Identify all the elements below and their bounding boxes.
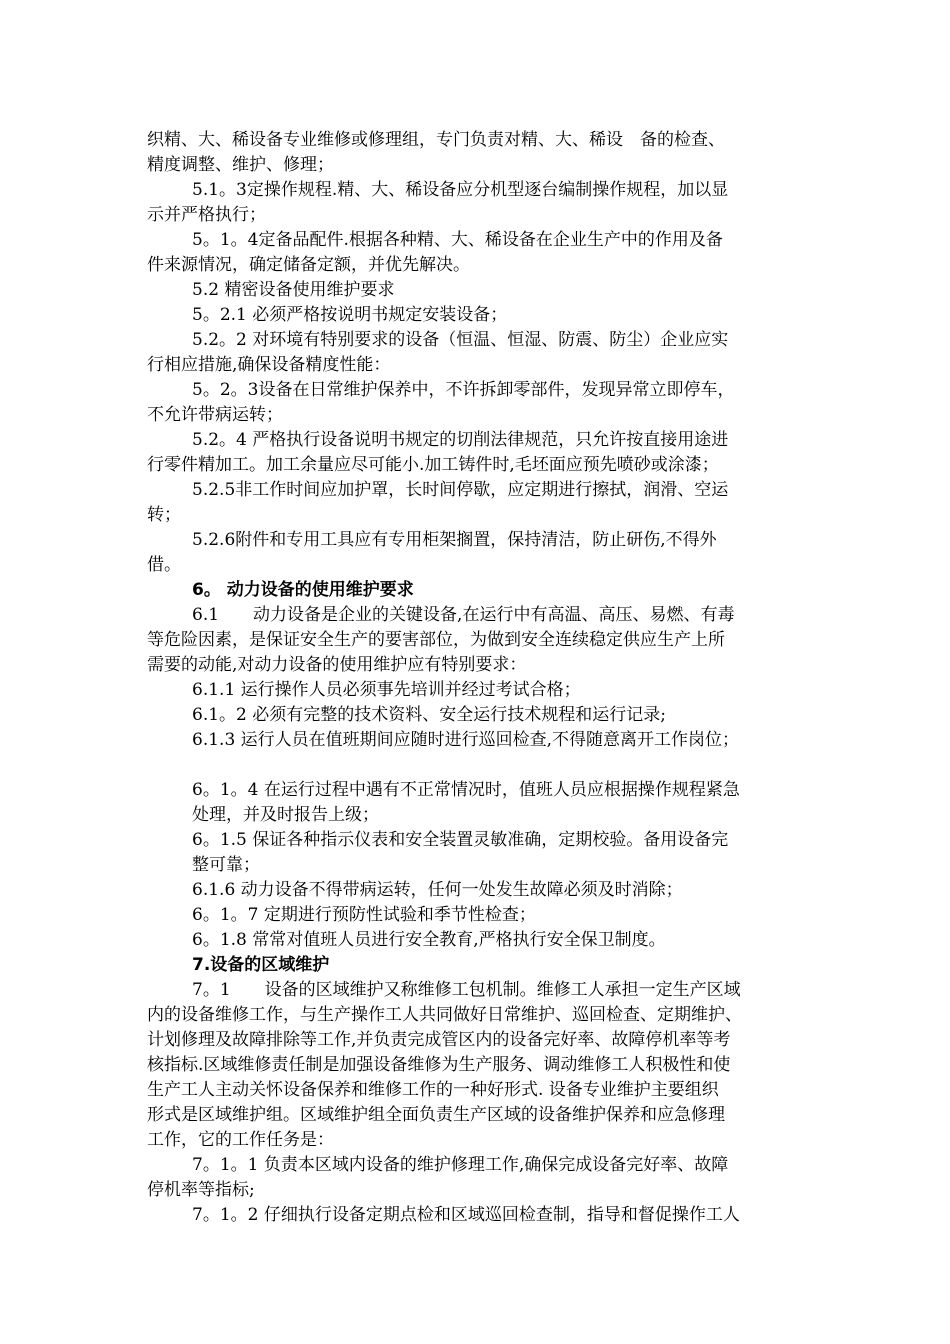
text-line: 6。1.5 保证各种指示仪表和安全装置灵敏准确，定期校验。备用设备完 <box>192 830 729 850</box>
text-line: 计划修理及故障排除等工作,并负责完成管区内的设备完好率、故障停机率等考 <box>147 1030 731 1050</box>
text-line: 5.2.5非工作时间应加护罩，长时间停歇，应定期进行擦拭，润滑、空运 <box>192 480 729 500</box>
text-line: 6。1.8 常常对值班人员进行安全教育,严格执行安全保卫制度。 <box>192 930 666 950</box>
text-line: 不允许带病运转； <box>147 405 283 425</box>
text-line: 5。1。4定备品配件.根据各种精、大、稀设备在企业生产中的作用及备 <box>192 230 723 250</box>
text-line: 工作，它的工作任务是： <box>147 1130 334 1150</box>
text-line: 5.1。3定操作规程.精、大、稀设备应分机型逐台编制操作规程，加以显 <box>192 180 729 200</box>
text-line: 行相应措施,确保设备精度性能： <box>147 355 391 375</box>
text-line: 整可靠； <box>192 855 260 875</box>
text-line: 需要的动能,对动力设备的使用维护应有特别要求： <box>147 655 527 675</box>
text-line: 5。2.1 必须严格按说明书规定安装设备； <box>192 305 508 325</box>
section-heading: 5.2 精密设备使用维护要求 <box>192 280 395 300</box>
text-line: 借。 <box>147 555 181 575</box>
text-line: 示并严格执行； <box>147 205 266 225</box>
text-line: 处理，并及时报告上级； <box>192 805 379 825</box>
text-line: 6.1。2 必须有完整的技术资料、安全运行技术规程和运行记录; <box>192 705 666 725</box>
text-line: 6。1。4 在运行过程中遇有不正常情况时，值班人员应根据操作规程紧急 <box>192 780 740 800</box>
text-line: 6.1.1 运行操作人员必须事先培训并经过考试合格； <box>192 680 581 700</box>
text-line: 行零件精加工。加工余量应尽可能小.加工铸件时,毛坯面应预先喷砂或涂漆； <box>147 455 719 475</box>
text-line: 6。1。7 定期进行预防性试验和季节性检查； <box>192 905 536 925</box>
text-line: 7。1。1 负责本区域内设备的维护修理工作,确保完成设备完好率、故障 <box>192 1155 729 1175</box>
text-line: 转； <box>147 505 181 525</box>
text-line: 件来源情况，确定储备定额，并优先解决。 <box>147 255 470 275</box>
text-line: 6.1 动力设备是企业的关键设备,在运行中有高温、高压、易燃、有毒 <box>192 605 735 625</box>
text-line: 6.1.6 动力设备不得带病运转，任何一处发生故障必须及时消除； <box>192 880 683 900</box>
section-heading: 6。 动力设备的使用维护要求 <box>192 580 414 600</box>
text-line: 织精、大、稀设备专业维修或修理组，专门负责对精、大、稀设 备的检查、 <box>147 130 725 150</box>
text-line: 停机率等指标; <box>147 1180 255 1200</box>
text-line: 5.2。2 对环境有特别要求的设备（恒温、恒湿、防震、防尘）企业应实 <box>192 330 729 350</box>
text-line: 生产工人主动关怀设备保养和维修工作的一种好形式. 设备专业维护主要组织 <box>147 1080 719 1100</box>
text-line: 5.2.6附件和专用工具应有专用柜架搁置，保持清洁，防止研伤,不得外 <box>192 530 717 550</box>
text-line: 内的设备维修工作，与生产操作工人共同做好日常维护、巡回检查、定期维护、 <box>147 1005 742 1025</box>
text-line: 形式是区域维护组。区域维护组全面负责生产区域的设备维护保养和应急修理 <box>147 1105 725 1125</box>
text-line: 等危险因素，是保证安全生产的要害部位，为做到安全连续稳定供应生产上所 <box>147 630 725 650</box>
text-line: 5.2。4 严格执行设备说明书规定的切削法律规范，只允许按直接用途进 <box>192 430 729 450</box>
text-line: 6.1.3 运行人员在值班期间应随时进行巡回检查,不得随意离开工作岗位； <box>192 730 740 750</box>
text-line: 7。1。2 仔细执行设备定期点检和区域巡回检查制，指导和督促操作工人 <box>192 1205 740 1225</box>
section-heading: 7.设备的区域维护 <box>192 955 330 975</box>
text-line: 7。1 设备的区域维护又称维修工包机制。维修工人承担一定生产区域 <box>192 980 741 1000</box>
text-line: 精度调整、维护、修理； <box>147 155 334 175</box>
text-line: 核指标.区域维修责任制是加强设备维修为生产服务、调动维修工人积极性和使 <box>147 1055 731 1075</box>
text-line: 5。2。3设备在日常维护保养中，不许拆卸零部件，发现异常立即停车， <box>192 380 735 400</box>
